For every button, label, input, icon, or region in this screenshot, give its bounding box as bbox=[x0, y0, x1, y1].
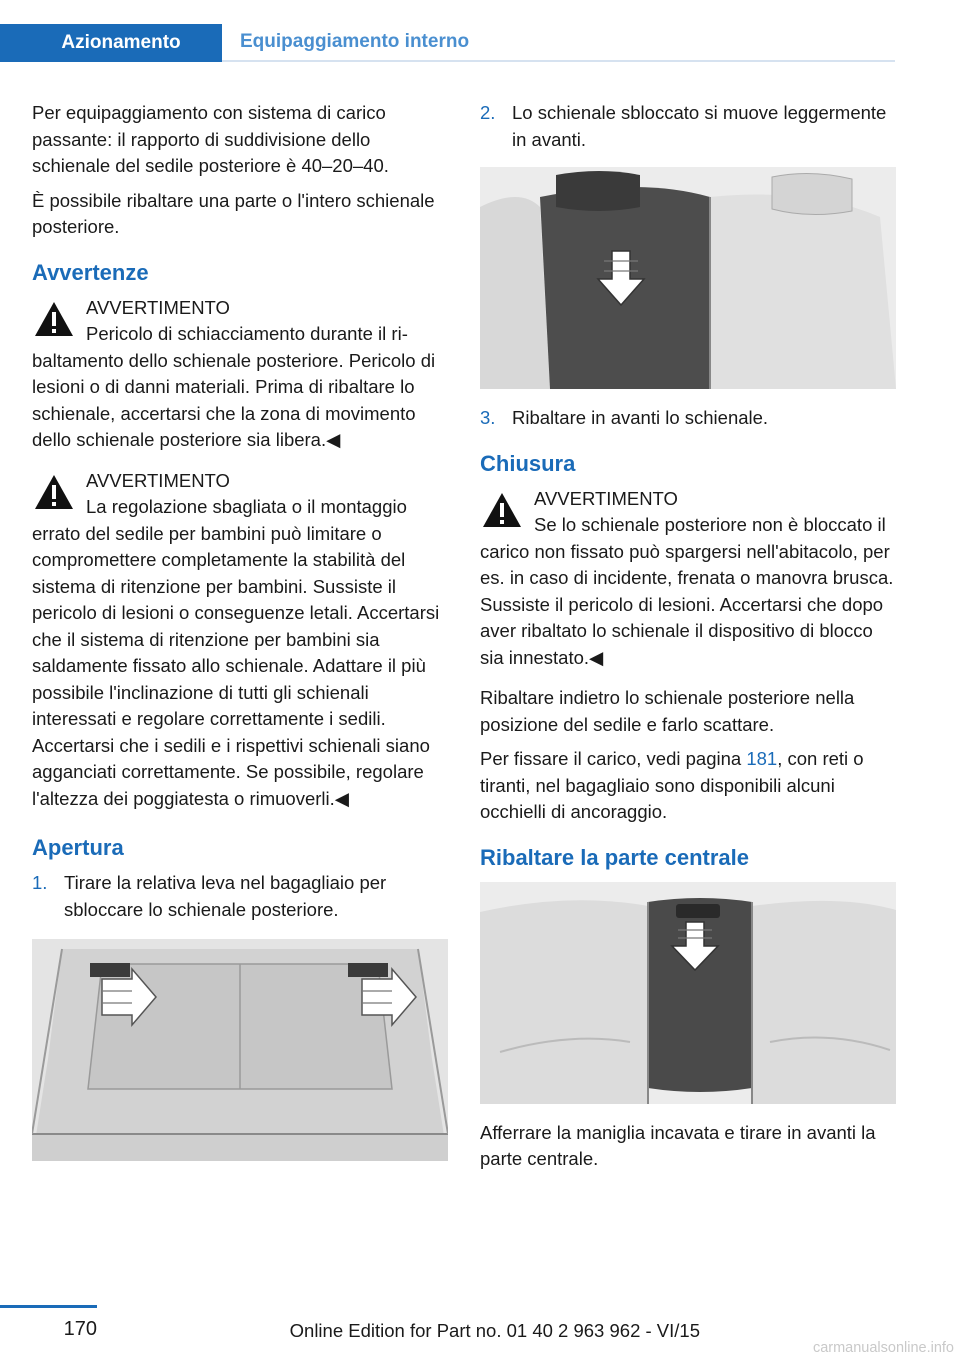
footer-rule bbox=[0, 1305, 97, 1308]
warning-triangle-icon bbox=[32, 297, 76, 341]
warning-text: Se lo schienale posteriore non è bloccato il carico non fissato può spargersi nell'abitacolo, per es. in caso di incidente, frenata o manovra brusca. Sussiste il pericolo di lesioni. Accertarsi che dopo aver ribaltato lo schienale il dispositivo di blocco sia innestato.◀ bbox=[480, 514, 894, 668]
warning-text: La regolazione sbagliata o il montaggio errato del sedile per bambini può limitare o compromettere completamente la stabilità del sistema di ritenzione per bambini. Sussiste il pericolo di lesioni o conseguenze letali. Accertarsi che il sistema di ritenzione per bambini sia saldamente fissato allo schienale. Adattare il più possibile l'inclinazione di tutti gli schienali interessati e regolare correttamente i sedili. Accertarsi che i sedili e i rispettivi schienali siano agganciati correttamente. Se possibile, regolare l'altezza dei poggiatesta o rimuoverli.◀ bbox=[32, 496, 440, 809]
step-2 bbox=[480, 100, 896, 153]
paragraph-afferrare: Afferrare la maniglia incavata e tirare in avanti la parte centrale. bbox=[480, 1121, 876, 1169]
paragraph-fissare-part1: Per fissare il carico, vedi pagina bbox=[480, 748, 747, 769]
step-number: 3. bbox=[480, 407, 496, 428]
heading-apertura: Apertura bbox=[32, 835, 124, 860]
heading-ribaltare-centrale: Ribaltare la parte centrale bbox=[480, 844, 750, 870]
step-3 bbox=[480, 405, 896, 432]
step-text: Ribaltare in avanti lo schienale. bbox=[512, 407, 769, 428]
figure-center-section bbox=[480, 882, 896, 1104]
warning-text: Pericolo di schiacciamento durante il ribaltamento dello schienale posteriore. Pericolo di lesioni o di danni materiali. Prima di ribaltare lo schienale, accertarsi che la zona di movimento dello schienale posteriore sia libera.◀ bbox=[32, 323, 436, 450]
warning-triangle-icon bbox=[32, 470, 76, 514]
watermark-text: carmanualsonline.info bbox=[812, 1340, 954, 1356]
intro-paragraph-1: Per equipaggiamento con sistema di carico passante: il rapporto di suddivisione dello schienale del sedile posteriore è 40–20–40. bbox=[32, 102, 389, 176]
step-text: Lo schienale sbloccato si muove leggermente in avanti. bbox=[512, 102, 887, 150]
edition-note: Online Edition for Part no. 01 40 2 963 962 - VI/15 bbox=[289, 1320, 700, 1341]
paragraph-fissare-part2: , con reti o tiranti, nel bagagliaio sono disponibili alcuni occhielli di ancoraggio. bbox=[480, 748, 864, 822]
warning-block-3 bbox=[480, 486, 896, 672]
page-reference-link[interactable]: 181 bbox=[746, 748, 778, 769]
figure-trunk-levers bbox=[32, 939, 448, 1161]
warning-title: AVVERTIMENTO bbox=[534, 487, 678, 509]
step-number: 2. bbox=[480, 102, 496, 123]
left-column bbox=[32, 100, 448, 1177]
tab-equipaggiamento-interno[interactable]: Equipaggiamento interno bbox=[240, 31, 470, 52]
step-number: 1. bbox=[32, 872, 48, 893]
step-1 bbox=[32, 870, 448, 923]
warning-block-1 bbox=[32, 295, 448, 454]
heading-chiusura: Chiusura bbox=[480, 450, 576, 476]
paragraph-fissare bbox=[480, 746, 896, 826]
page-number: 170 bbox=[63, 1318, 97, 1340]
warning-block-2 bbox=[32, 468, 448, 813]
paragraph-ribaltare: Ribaltare indietro lo schienale posteriore nella posizione del sedile e farlo scattare. bbox=[480, 687, 855, 735]
warning-title: AVVERTIMENTO bbox=[86, 296, 230, 318]
warning-triangle-icon bbox=[480, 488, 524, 532]
header-tabs bbox=[0, 24, 895, 62]
figure-seatback-unlocked bbox=[480, 167, 896, 389]
right-column bbox=[480, 100, 896, 1181]
intro-paragraph-2: È possibile ribaltare una parte o l'intero schienale posteriore. bbox=[32, 189, 435, 237]
tab-azionamento[interactable]: Azionamento bbox=[0, 24, 222, 62]
heading-avvertenze: Avvertenze bbox=[32, 259, 149, 285]
step-text: Tirare la relativa leva nel bagagliaio per sbloccare lo schienale posteriore. bbox=[64, 872, 387, 920]
warning-title: AVVERTIMENTO bbox=[86, 469, 230, 491]
